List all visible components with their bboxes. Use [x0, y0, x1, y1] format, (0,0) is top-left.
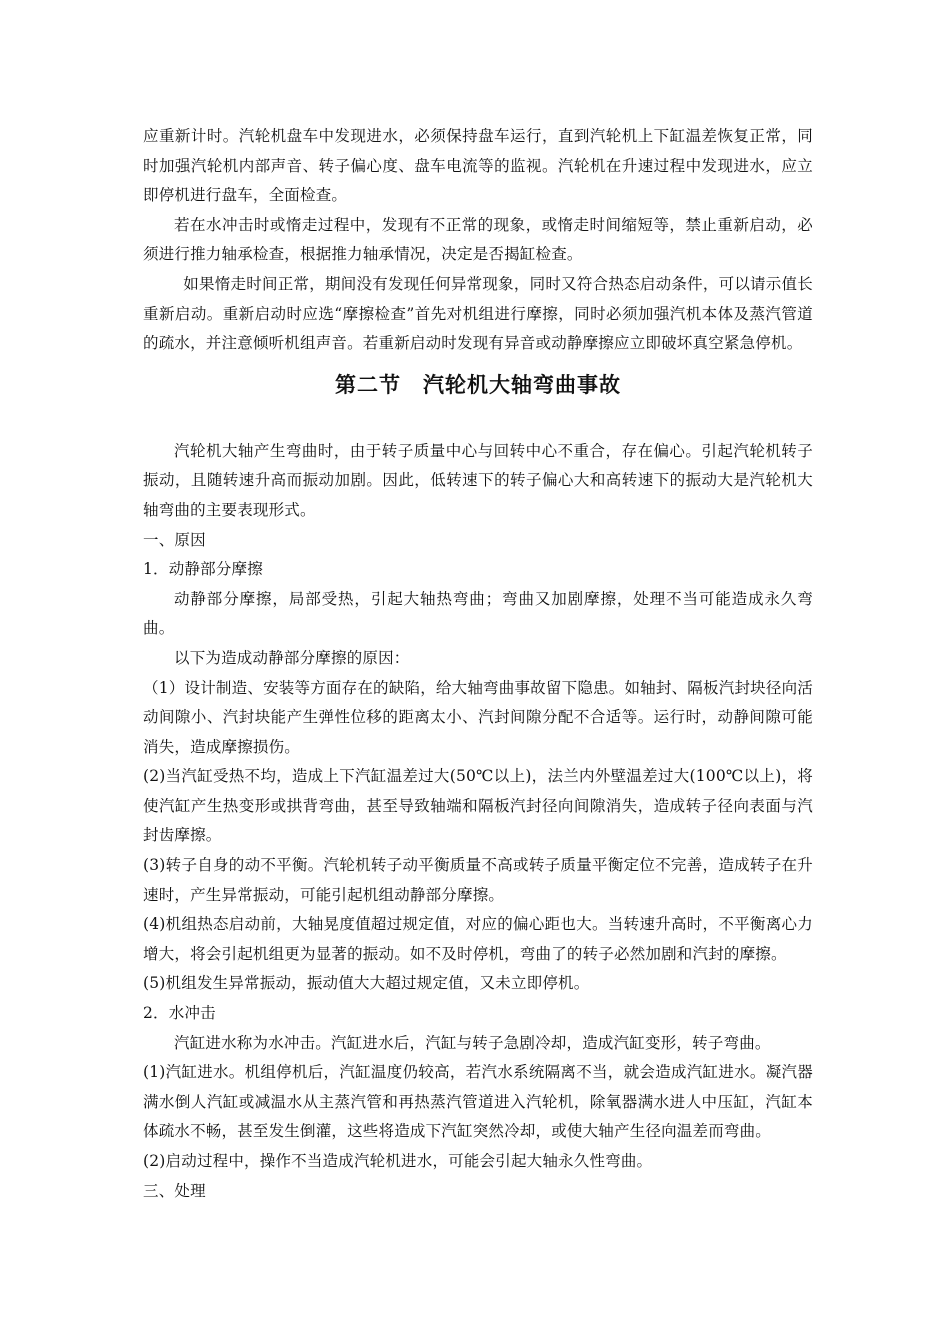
paragraph-restart: 如果惰走时间正常，期间没有发现任何异常现象，同时又符合热态启动条件，可以请示值长重新启动。重新启动时应选“摩擦检查”首先对机组进行摩擦，同时必须加强汽机本体及蒸汽管道的疏水，并注意倾听机组声音。若重新启动时发现有异音或动静摩擦应立即破坏真空紧急停机。: [143, 274, 813, 353]
list-item-4: (4)机组热态启动前，大轴晃度值超过规定值，对应的偏心距也大。当转速升高时，不平衡离心力增大，将会引起机组更为显著的振动。如不及时停机，弯曲了的转子必然加剧和汽封的摩擦。: [143, 915, 813, 963]
list-item-3: (3)转子自身的动不平衡。汽轮机转子动平衡质量不高或转子质量平衡定位不完善，造成转子在升速时，产生异常振动，可能引起机组动静部分摩擦。: [143, 856, 813, 904]
section-number: 第二节: [335, 371, 401, 397]
water-item-1: (1)汽缸进水。机组停机后，汽缸温度仍较高，若汽水系统隔离不当，就会造成汽缸进水。凝汽器满水倒人汽缸或减温水从主蒸汽管和再热蒸汽管道进入汽轮机，除氧器满水进人中压缸，汽缸本体疏水不畅，甚至发生倒灌，这些将造成下汽缸突然冷却，或使大轴产生径向温差而弯曲。: [143, 1063, 813, 1141]
paragraph-water-hammer-inspection: 若在水冲击时或惰走过程中，发现有不正常的现象，或惰走时间缩短等，禁止重新启动，必须进行推力轴承检查，根据推力轴承情况，决定是否揭缸检查。: [143, 215, 813, 264]
paragraph-intro: 汽轮机大轴产生弯曲时，由于转子质量中心与回转中心不重合，存在偏心。引起汽轮机转子振动，且随转速升高而振动加剧。因此，低转速下的转子偏心大和高转速下的振动大是汽轮机大轴弯曲的主要表现形式。: [143, 441, 813, 519]
paragraph-friction-desc: 动静部分摩擦，局部受热，引起大轴热弯曲；弯曲又加剧摩擦，处理不当可能造成永久弯曲。: [143, 589, 813, 638]
heading-cause: 一、原因: [143, 530, 206, 549]
list-item-1: （1）设计制造、安装等方面存在的缺陷，给大轴弯曲事故留下隐患。如轴封、隔板汽封块径向活动间隙小、汽封块能产生弹性位移的距离太小、汽封间隙分配不合适等。运行时，动静间隙可能消失，造成摩擦损伤。: [143, 678, 813, 756]
document-body: [143, 122, 813, 1206]
paragraph-friction-lead: 以下为造成动静部分摩擦的原因：: [174, 648, 410, 667]
paragraph-continued: 应重新计时。汽轮机盘车中发现进水，必须保持盘车运行，直到汽轮机上下缸温差恢复正常，同时加强汽轮机内部声音、转子偏心度、盘车电流等的监视。汽轮机在升速过程中发现进水，应立即停机进行盘车，全面检查。: [143, 127, 813, 205]
list-item-2: (2)当汽缸受热不均，造成上下汽缸温差过大(50℃以上)，法兰内外壁温差过大(100℃以上)，将使汽缸产生热变形或拱背弯曲，甚至导致轴端和隔板汽封径向间隙消失，造成转子径向表面与汽封齿摩擦。: [143, 767, 813, 845]
list-item-5: (5)机组发生异常振动，振动值大大超过规定值，又未立即停机。: [143, 974, 590, 993]
section-heading: [143, 367, 813, 403]
heading-handling: 三、处理: [143, 1181, 206, 1200]
heading-water-hammer: 2．水冲击: [143, 1004, 216, 1023]
section-title: 汽轮机大轴弯曲事故: [423, 371, 621, 397]
water-item-2: (2)启动过程中，操作不当造成汽轮机进水，可能会引起大轴永久性弯曲。: [143, 1152, 653, 1170]
heading-friction: 1．动静部分摩擦: [143, 560, 263, 579]
paragraph-water-desc: 汽缸进水称为水冲击。汽缸进水后，汽缸与转子急剧冷却，造成汽缸变形，转子弯曲。: [174, 1033, 771, 1052]
